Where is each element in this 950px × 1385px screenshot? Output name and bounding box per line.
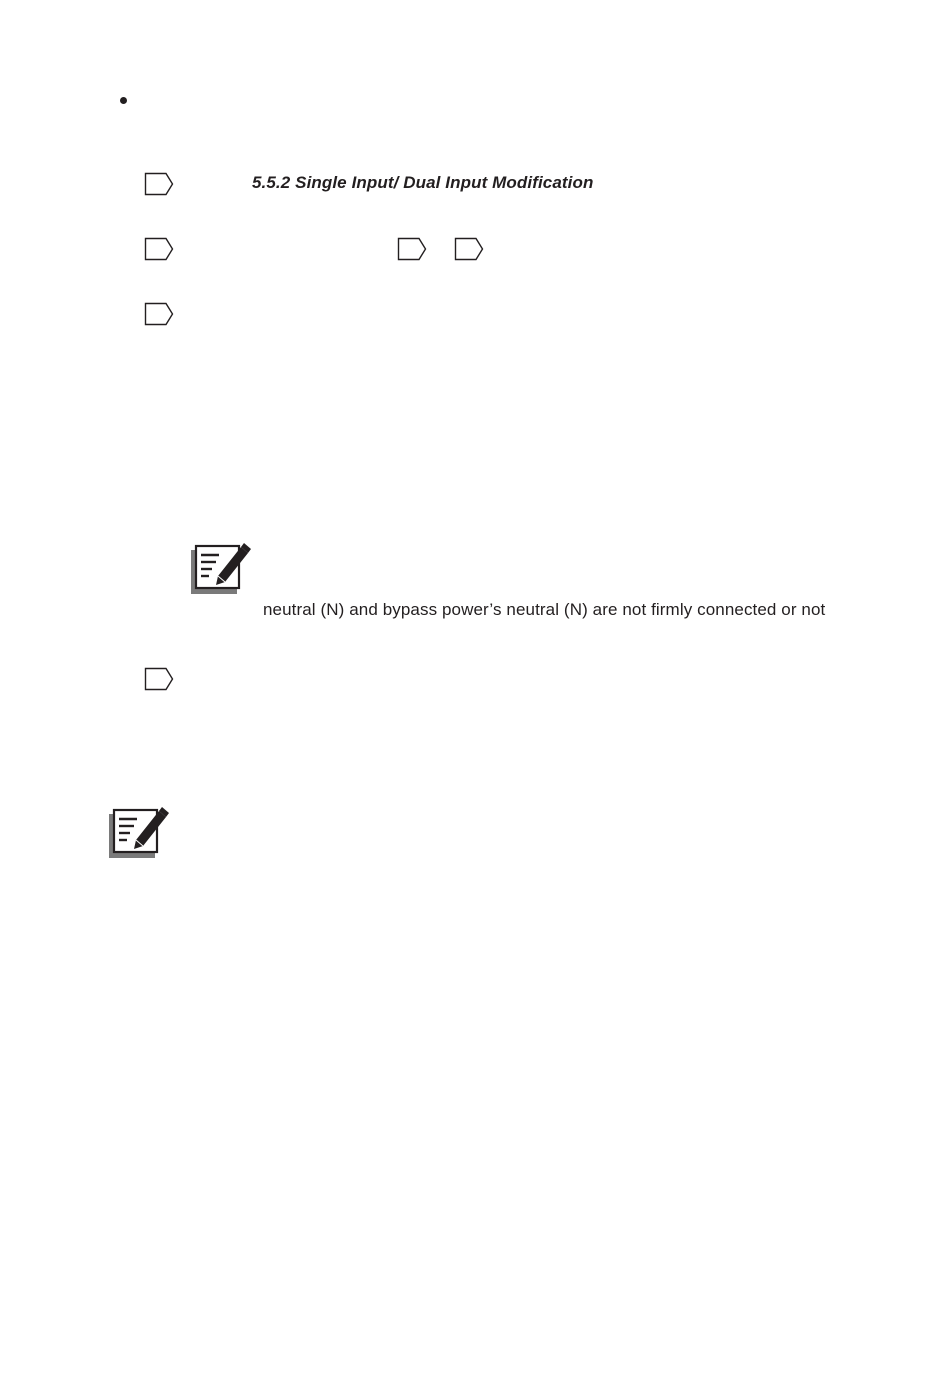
- step-tag-icon: [144, 172, 174, 196]
- step-tag-icon: [144, 302, 174, 326]
- step-tag-icon: [454, 237, 484, 261]
- section-reference: 5.5.2 Single Input/ Dual Input Modification: [252, 173, 594, 192]
- note-text-line: neutral (N) and bypass power’s neutral (N) are not firmly connected or not: [263, 600, 826, 619]
- note-pencil-icon: [107, 804, 171, 862]
- bullet-point: [120, 97, 127, 104]
- note-pencil-icon: [189, 540, 253, 598]
- step-tag-icon: [397, 237, 427, 261]
- step-tag-icon: [144, 667, 174, 691]
- step-tag-icon: [144, 237, 174, 261]
